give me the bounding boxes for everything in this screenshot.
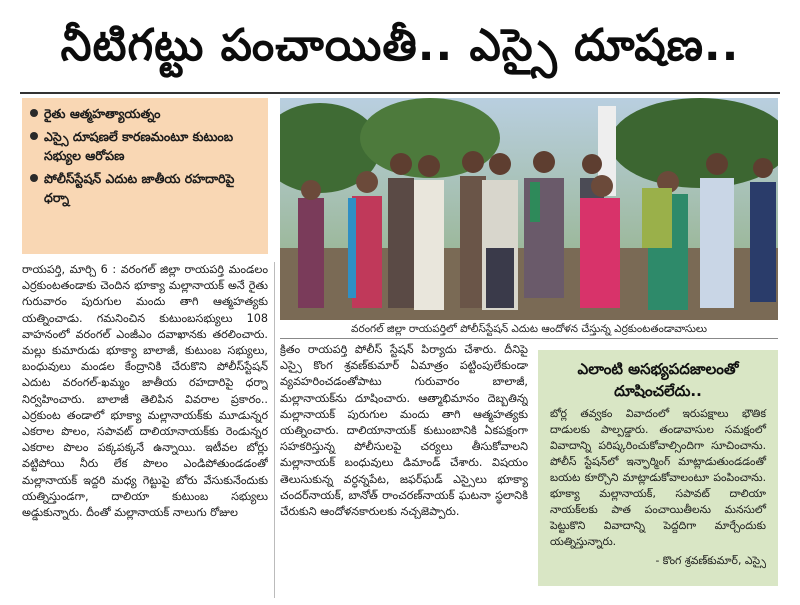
- highlights-box: [22, 98, 268, 254]
- photo-caption: వరంగల్ జిల్లా రాయపర్తిలో పోలీస్‌స్టేషన్ ఎదుట ఆందోళన చేస్తున్న ఎర్రకుంటతండావాసులు: [280, 320, 778, 339]
- quote-box: [538, 350, 778, 586]
- column-divider: [274, 262, 275, 598]
- highlight-item: [30, 169, 260, 207]
- headline: నీటిగట్టు పంచాయితీ.. ఎస్సై దూషణ..: [60, 20, 740, 71]
- headline-divider: [20, 92, 780, 94]
- article-column-1: రాయపర్తి, మార్చి 6 : వరంగల్ జిల్లా రాయపర్తి మండలం ఎర్రకుంటతండాకు చెందిన భూక్యా మల్లానాయక్ అనే రైతు గురువారం పురుగుల మందు తాగి ఆత్మహత్యకు యత్నించాడు. గమనించిన కుటుంబసభ్యులు 108 వాహనంలో వరంగల్ ఎంజీఎం దవాఖానకు తరలించారు. మల్లు కుమారుడు భూక్యా బాలాజీ, కుటుంబ సభ్యులు, బంధువులు మండల కేంద్రానికి చేరుకొని పోలీస్‌స్టేషన్ ఎదుట వరంగల్-ఖమ్మం జాతీయ రహదారిపై ధర్నా నిర్వహించారు. బాలాజీ తెలిపిన వివరాల ప్రకారం.. ఎర్రకుంట తండాలో భూక్యా మల్లానాయక్‌కు మూడున్నర ఎకరాల పొలం, సపావట్ దాలియానాయక్‌కు రెండున్నర ఎకరాల పొలం పక్కపక్కనే ఉన్నాయి. ఇటీవల బోర్లు వట్టిపోయి నీరు లేక పొలం ఎండిపోతుండడంతో మల్లానాయక్ ఇద్దరి మధ్య గెట్టుపై బోరు వేసుకునేందుకు యత్నిస్తుండగా, దాలియా కుటుంబ సభ్యులు అడ్డుకున్నారు. దీంతో మల్లానాయక్ నాలుగు రోజుల: [22, 263, 268, 520]
- quote-body: బోర్ల తవ్వకం వివాదంలో ఇరుపక్షాలు భౌతిక దాడులకు పాల్పడ్డారు. తండావాసుల సమక్షంలో వివాదాన్ని పరిష్కరించుకోవాల్సిందిగా సూచించాను. పోలీస్ స్టేషన్‌లో ఇన్ఫార్మింగ్ మాట్లాడుతుండడంతో బయట కూర్చొని మాట్లాడుకోవాలంటూ పంపించాను. భూక్యా మల్లానాయక్, సపావట్ దాలియా నాయక్‌లకు పాత పంచాయితీలను మనసులో పెట్టుకొని వివాదాన్ని పెద్దదిగా మార్చేందుకు యత్నిస్తున్నారు.: [550, 407, 766, 548]
- bullet-icon: [30, 109, 38, 117]
- article-column-2: క్రితం రాయపర్తి పోలీస్ స్టేషన్ పిర్యాదు చేశారు. దీనిపై ఎస్సై కొంగ శ్రవణ్‌కుమార్ ఏమాత్రం పట్టింపులేకుండా వ్యవహరించడంతోపాటు గురువారం బాలాజీ, మల్లానాయక్‌ను దూషించారు. ఆత్మాభిమానం దెబ్బతిన్న మల్లానాయక్ పురుగుల మందు తాగి ఆత్మహత్యకు యత్నించారు. దాలియానాయక్ కుటుంబానికి ఏకపక్షంగా సహకరిస్తున్న పోలీసులపై చర్యలు తీసుకోవాలని మల్లానాయక్ బంధువులు డిమాండ్ చేశారు. విషయం తెలుసుకున్న వర్ధన్నపేట, జఫర్‌ఘడ్ ఎస్సైలు భూక్యా చందర్‌నాయక్, బానోత్ రాంచరణ్‌నాయక్ ఘటనా స్థలానికి చేరుకుని ఆందోళనకారులకు నచ్చజెప్పారు.: [280, 343, 528, 519]
- protest-photo-illustration: [280, 98, 778, 320]
- highlight-text: పోలీస్‌స్టేషన్ ఎదుట జాతీయ రహదారిపై ధర్నా: [44, 171, 235, 205]
- highlight-text: ఎస్సై దూషణలే కారణమంటూ కుటుంబ సభ్యుల ఆరోపణ: [44, 129, 234, 163]
- highlight-item: [30, 104, 260, 123]
- quote-attribution: - కొంగ శ్రవణ్‌కుమార్, ఎస్సై: [655, 554, 766, 567]
- protest-photo: [280, 98, 778, 320]
- quote-title: ఎలాంటి అసభ్యపదజాలంతో దూషించలేదు..: [577, 360, 739, 400]
- highlight-text: రైతు ఆత్మహత్యాయత్నం: [44, 106, 161, 121]
- bullet-icon: [30, 132, 38, 140]
- bullet-icon: [30, 174, 38, 182]
- highlight-item: [30, 127, 260, 165]
